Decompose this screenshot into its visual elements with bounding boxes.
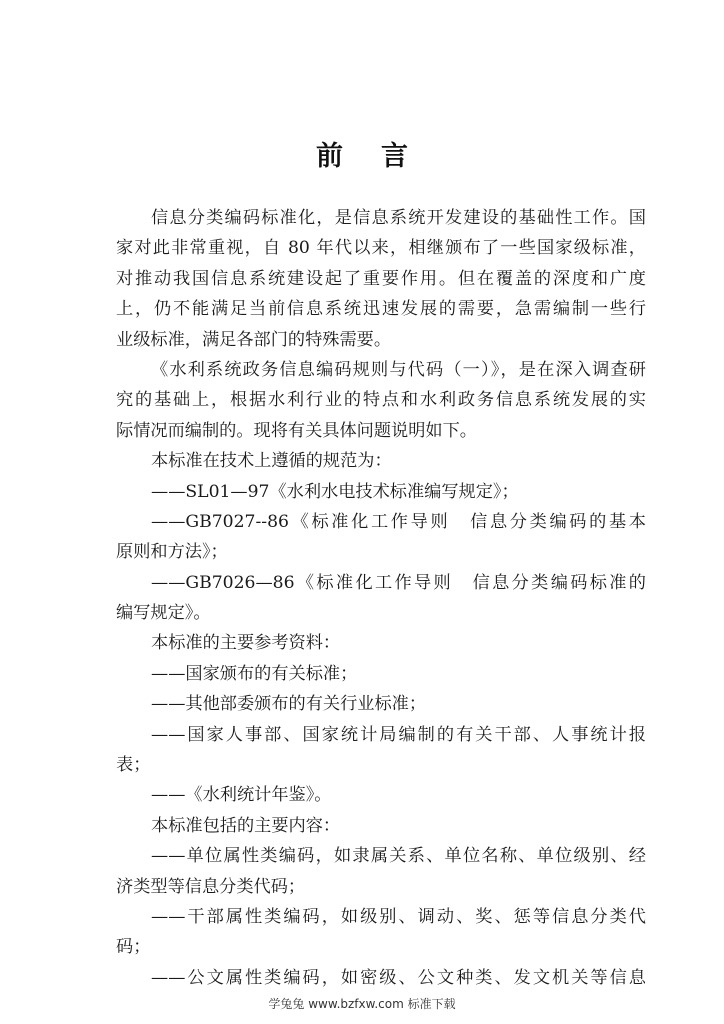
text-line: 家对此非常重视，自 80 年代以来，相继颁布了一些国家级标准，	[116, 238, 646, 259]
text-line: ——国家颁布的有关标准；	[151, 663, 358, 684]
text-line: ——《水利统计年鉴》。	[151, 785, 332, 806]
text-line: ——干部属性类编码，如级别、调动、奖、惩等信息分类代	[151, 906, 646, 927]
text-line: 业级标准，满足各部门的特殊需要。	[116, 329, 392, 350]
text-line: 码；	[116, 937, 151, 958]
text-line: 际情况而编制的。现将有关具体问题说明如下。	[116, 420, 477, 441]
text-line: ——GB7027--86《标准化工作导则 信息分类编码的基本	[151, 511, 646, 532]
text-line: ——国家人事部、国家统计局编制的有关干部、人事统计报	[151, 724, 646, 745]
page-title: 前言	[316, 141, 446, 172]
text-line: 本标准的主要参考资料：	[151, 633, 341, 654]
footer-watermark: 学兔兔 www.bzfxw.com 标准下载	[268, 997, 456, 1011]
text-line: ——公文属性类编码，如密级、公文种类、发文机关等信息	[151, 967, 646, 988]
text-line: ——其他部委颁布的有关行业标准；	[151, 694, 427, 715]
text-line: 信息分类编码标准化，是信息系统开发建设的基础性工作。国	[151, 208, 646, 228]
text-line: 本标准在技术上遵循的规范为：	[151, 451, 392, 472]
text-line: 本标准包括的主要内容：	[151, 815, 341, 836]
text-line: 《水利系统政务信息编码规则与代码（一）》，是在深入调查研	[151, 359, 646, 380]
text-line: 对推动我国信息系统建设起了重要作用。但在覆盖的深度和广度	[116, 268, 646, 289]
text-line: 编写规定》。	[116, 603, 211, 624]
text-line: 济类型等信息分类代码；	[116, 876, 306, 897]
text-line: 上，仍不能满足当前信息系统迅速发展的需要，急需编制一些行	[116, 299, 646, 320]
body-text	[116, 203, 646, 993]
text-line: 表；	[116, 755, 151, 776]
text-line: ——SL01—97《水利水电技术标准编写规定》；	[151, 481, 519, 502]
text-line: 究的基础上，根据水利行业的特点和水利政务信息系统发展的实	[116, 390, 646, 411]
text-line: ——单位属性类编码，如隶属关系、单位名称、单位级别、经	[151, 846, 646, 867]
text-line: ——GB7026—86《标准化工作导则 信息分类编码标准的	[151, 572, 646, 593]
text-line: 原则和方法》；	[116, 542, 228, 563]
